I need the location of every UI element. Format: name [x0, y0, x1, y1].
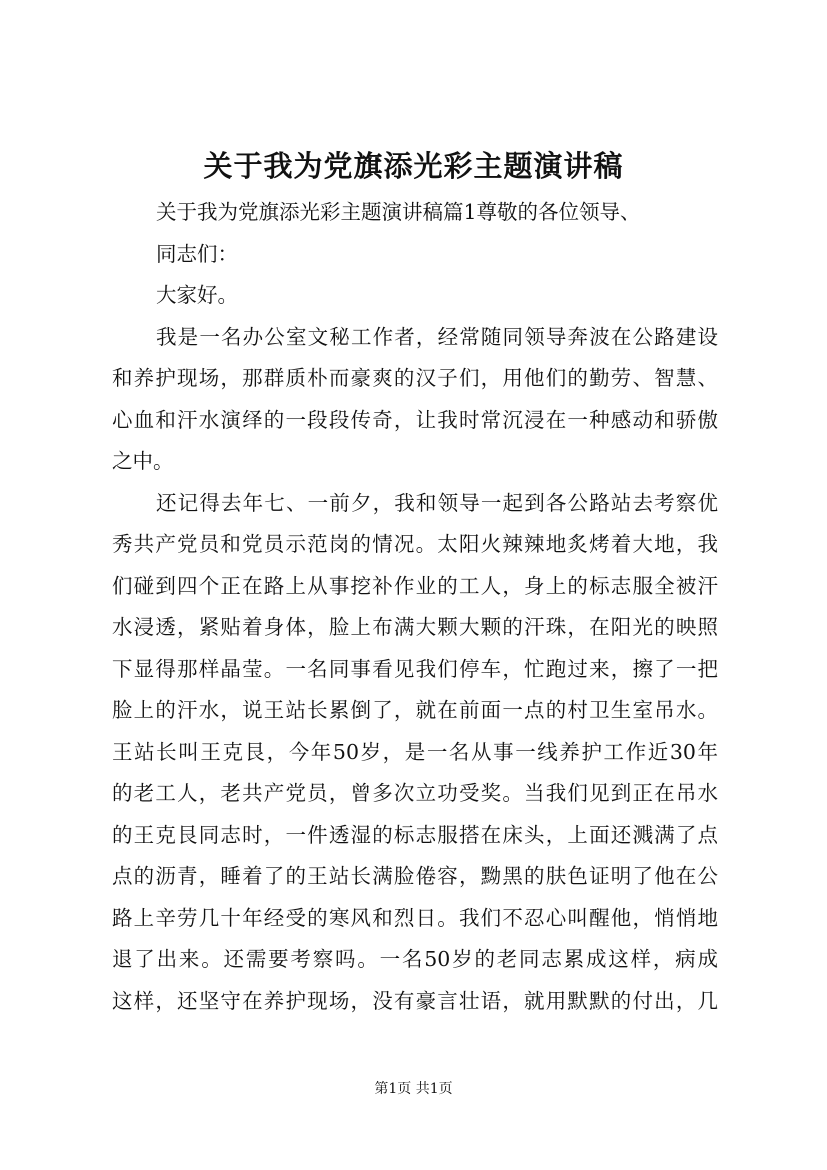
- document-title: 关于我为党旗添光彩主题演讲稿: [203, 149, 624, 183]
- paragraph-line: 这样，还坚守在养护现场，没有豪言壮语，就用默默的付出，几: [112, 988, 718, 1013]
- paragraph-line: 我是一名办公室文秘工作者，经常随同领导奔波在公路建设: [156, 324, 718, 349]
- page-footer: 第1页 共1页: [374, 1081, 453, 1097]
- paragraph-line: 和养护现场，那群质朴而豪爽的汉子们，用他们的勤劳、智慧、: [112, 366, 718, 390]
- paragraph-line: 下显得那样晶莹。一名同事看见我们停车，忙跑过来，擦了一把: [112, 656, 718, 681]
- paragraph-line: 路上辛劳几十年经受的寒风和烈日。我们不忍心叫醒他，悄悄地: [112, 905, 718, 930]
- paragraph-line: 们碰到四个正在路上从事挖补作业的工人，身上的标志服全被汗: [112, 573, 718, 598]
- paragraph-line: 的老工人，老共产党员，曾多次立功受奖。当我们见到正在吊水: [112, 781, 718, 805]
- paragraph-line: 关于我为党旗添光彩主题演讲稿篇1尊敬的各位领导、: [156, 200, 641, 224]
- paragraph-line: 心血和汗水演绎的一段段传奇，让我时常沉浸在一种感动和骄傲: [112, 407, 718, 432]
- paragraph-line: 还记得去年七、一前夕，我和领导一起到各公路站去考察优: [156, 490, 718, 515]
- paragraph-line: 同志们：: [156, 241, 238, 266]
- paragraph-line: 退了出来。还需要考察吗。一名50岁的老同志累成这样，病成: [112, 947, 718, 971]
- paragraph-line: 大家好。: [156, 283, 238, 307]
- paragraph-line: 水浸透，紧贴着身体，脸上布满大颗大颗的汗珠，在阳光的映照: [112, 615, 718, 639]
- paragraph-line: 之中。: [112, 449, 174, 473]
- paragraph-line: 的王克艮同志时，一件透湿的标志服搭在床头，上面还溅满了点: [112, 822, 718, 847]
- paragraph-line: 点的沥青，睡着了的王站长满脸倦容，黝黑的肤色证明了他在公: [112, 864, 718, 888]
- document-body: [112, 192, 718, 1022]
- paragraph-line: 王站长叫王克艮，今年50岁，是一名从事一线养护工作近30年: [112, 739, 718, 764]
- paragraph-line: 脸上的汗水，说王站长累倒了，就在前面一点的村卫生室吊水。: [112, 698, 718, 722]
- paragraph-line: 秀共产党员和党员示范岗的情况。太阳火辣辣地炙烤着大地，我: [112, 532, 718, 556]
